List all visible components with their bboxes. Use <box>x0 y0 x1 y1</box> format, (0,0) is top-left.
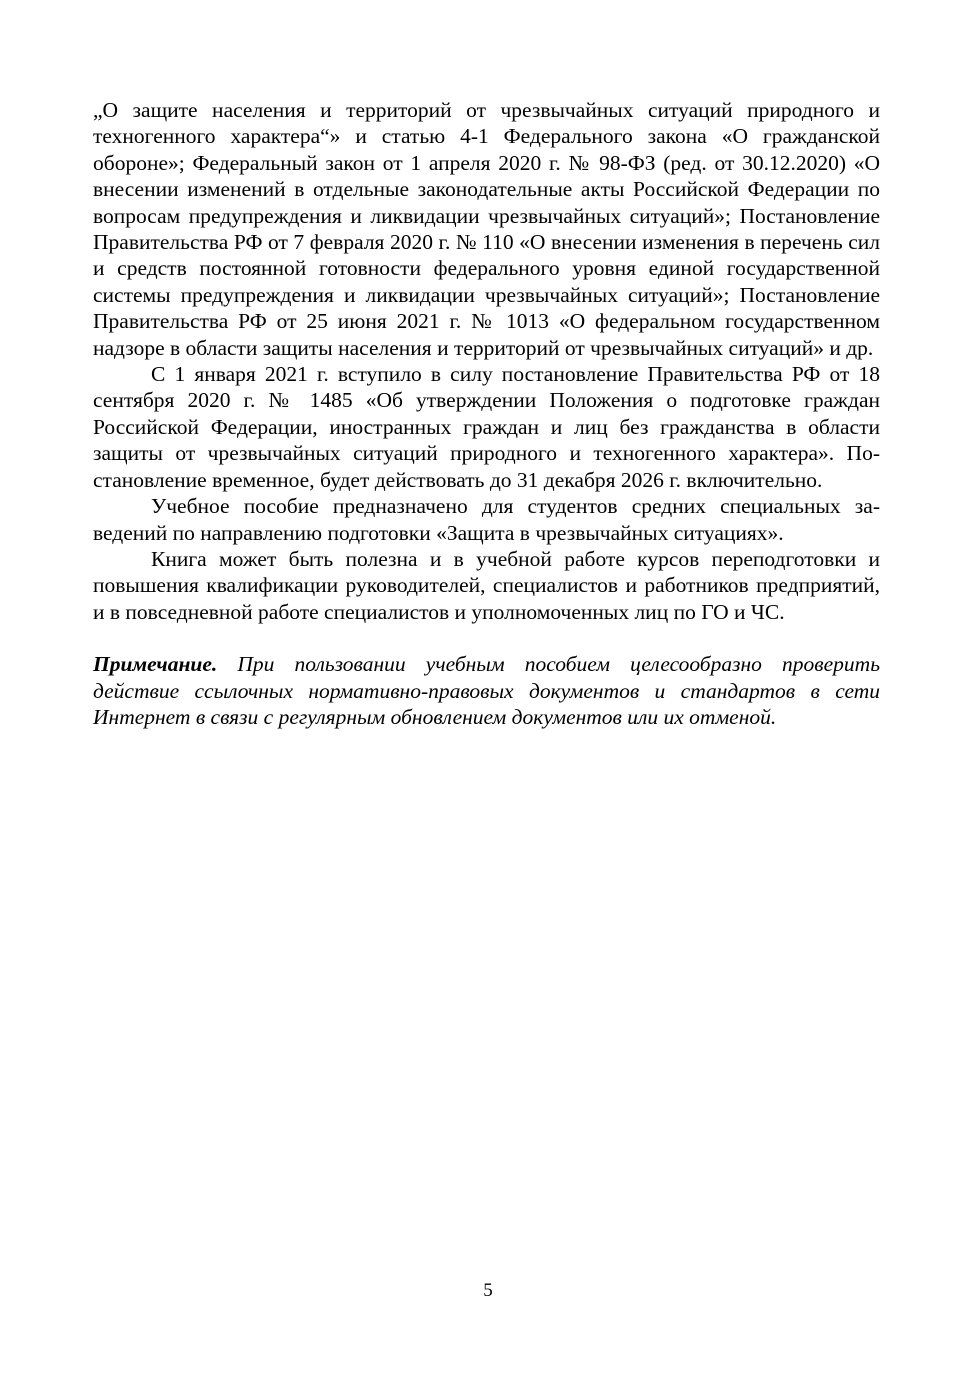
note-label: Примечание. <box>93 652 218 677</box>
paragraph-audience: Учебное пособие предназначено для студентов средних специальных заведений по направлению подготовки «Защита в чрезвычайных ситуациях». <box>93 494 880 545</box>
note-text: При пользовании учебным пособием целесообразно проверить действие ссылочных нормативно-правовых документов и стандартов в сети Интернет в связи с регулярным обновлением документов или их отменой. <box>93 652 880 729</box>
page-number: 5 <box>483 1280 493 1301</box>
note-paragraph <box>93 651 880 730</box>
paragraph-legal-acts: „О защите населения и территорий от чрезвычайных ситуаций природного и техногенного характера“» и статью 4-1 Федерального закона «О гражданской обороне»; Федеральный закон от 1 апреля 2020 г. № 98-ФЗ (ред. от 30.12.2020) «О внесении изменений в отдельные законодательные акты Российской Федерации по вопросам предупреждения и ликвидации чрезвычайных ситуаций»; Постановление Правительства РФ от 7 февраля 2020 г. № 110 «О внесении изменения в перечень сил и средств постоянной готовности федерального уровня единой государственной системы предупреждения и ликвидации чрезвычайных ситуаций»; Постановление Правительства РФ от 25 июня 2021 г. № 1013 «О федеральном государственном надзоре в области защиты населения и территорий от чрезвычайных ситуаций» и др. <box>93 98 880 360</box>
paragraph-resolution-1485: С 1 января 2021 г. вступило в силу постановление Правительства РФ от 18 сентября 2020 г. № 1485 «Об утверждении Положения о подготовке граждан Российской Федерации, иностранных граждан и лиц без гражданства в области защиты от чрезвычайных ситуаций природного и техногенного характера». Постановление временное, будет действовать до 31 декабря 2026 г. включительно. <box>93 362 880 492</box>
page-content <box>93 97 880 730</box>
paragraph-usefulness: Книга может быть полезна и в учебной работе курсов переподготовки и повышения квалификации руководителей, специалистов и работников предприятий, и в повседневной работе специалистов и уполномоченных лиц по ГО и ЧС. <box>93 546 880 624</box>
